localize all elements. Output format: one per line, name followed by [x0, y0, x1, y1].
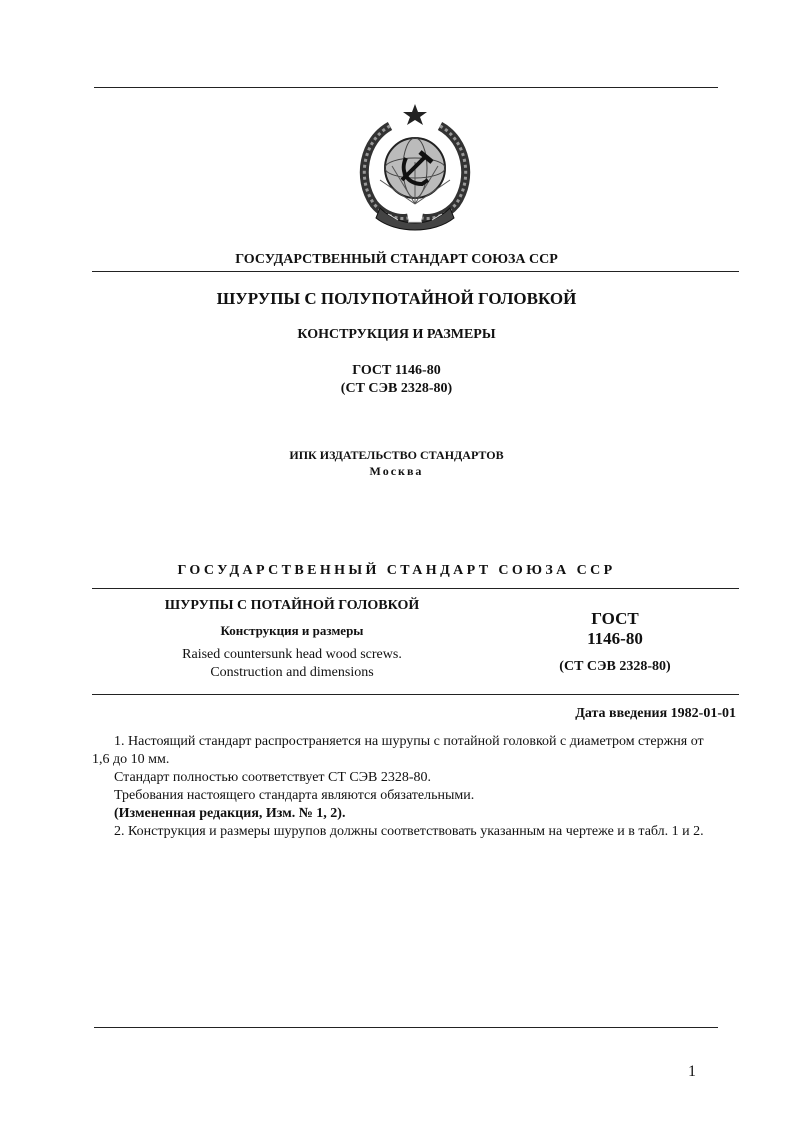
publisher-name: ИПК ИЗДАТЕЛЬСТВО СТАНДАРТОВ: [289, 448, 504, 462]
publisher-block: [0, 447, 793, 479]
document-subtitle: КОНСТРУКЦИЯ И РАЗМЕРЫ: [297, 327, 496, 342]
header-bottom-rule: [92, 694, 739, 695]
paragraph-3: Требования настоящего стандарта являются обязательными.: [114, 788, 475, 803]
introduction-date: Дата введения 1982-01-01: [575, 706, 736, 721]
ussr-emblem-icon: [350, 100, 480, 232]
document-title: ШУРУПЫ С ПОЛУПОТАЙНОЙ ГОЛОВКОЙ: [216, 289, 577, 308]
cover-rule: [92, 271, 739, 272]
subtitle-ru: Конструкция и размеры: [220, 623, 364, 638]
header-top-rule: [92, 588, 739, 589]
title-ru: ШУРУПЫ С ПОТАЙНОЙ ГОЛОВКОЙ: [164, 598, 420, 613]
amendment-note: (Измененная редакция, Изм. № 1, 2).: [114, 806, 346, 821]
title-en: Raised countersunk head wood screws.: [182, 647, 402, 662]
paragraph-4: 2. Конструкция и размеры шурупов должны соответствовать указанным на чертеже и в табл. 1 и 2.: [114, 824, 704, 839]
paragraph-2: Стандарт полностью соответствует СТ СЭВ 2328-80.: [114, 770, 431, 785]
gost-number-header: 1146-80: [587, 629, 643, 648]
standard-header-title: ГОСУДАРСТВЕННЫЙ СТАНДАРТ СОЮЗА ССР: [177, 563, 616, 578]
top-rule: [94, 87, 718, 88]
footer-rule: [94, 1027, 718, 1028]
header-gost-block: [510, 609, 720, 675]
publisher-city: Москва: [369, 464, 424, 478]
subtitle-en: Construction and dimensions: [210, 665, 374, 680]
gost-number-block: [0, 362, 793, 398]
gost-number: ГОСТ 1146-80: [352, 363, 441, 378]
gost-label: ГОСТ: [591, 609, 639, 628]
st-sev-header: (СТ СЭВ 2328-80): [559, 659, 671, 674]
header-title-block: [92, 598, 492, 682]
paragraph-1: 1. Настоящий стандарт распространяется на шурупы с потайной головкой с диаметром стержня от 1,6 до 10 мм.: [92, 734, 704, 767]
state-standard-heading: ГОСУДАРСТВЕННЫЙ СТАНДАРТ СОЮЗА ССР: [235, 252, 558, 267]
page-number: 1: [688, 1063, 696, 1080]
st-sev-number: (СТ СЭВ 2328-80): [340, 381, 453, 396]
body-text: [92, 733, 722, 841]
